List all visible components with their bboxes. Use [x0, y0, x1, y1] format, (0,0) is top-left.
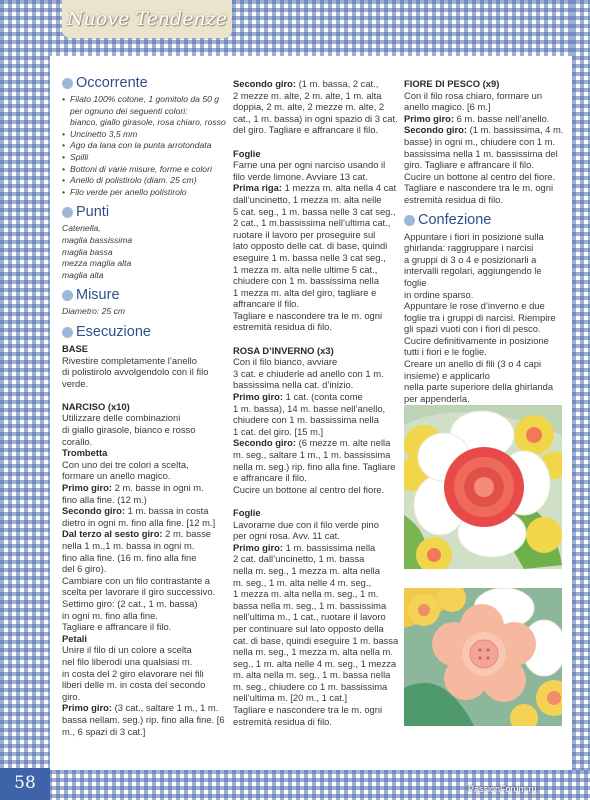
text-line: mezza maglia alta	[62, 258, 132, 269]
page-number: 58	[0, 768, 50, 800]
text-line: Cucire un bottone al centro del fiore.	[404, 170, 556, 182]
text-line: 3 cat. e chiuderle ad anello con 1 m.	[233, 367, 384, 379]
text-line: bassissima nella 1 m. bassissima del	[404, 147, 558, 159]
text-line: in costa del 2 giro elavorare nei fili	[62, 667, 204, 679]
text-line: fino alla fine. (12 m.)	[62, 493, 147, 505]
text-line	[62, 482, 230, 494]
text-line: Catenella,	[62, 223, 101, 234]
text-line: cat. di base, quindi eseguire 1 m. bassa	[233, 634, 399, 646]
column-2	[233, 78, 399, 727]
text-line	[62, 318, 230, 323]
text-line: nella m. seg., 1 mezza m. alta nella	[233, 564, 380, 576]
text-line: cat., 1 m. bassa) in ogni spazio di 3 cat.	[233, 112, 398, 124]
measure-text: Diametro: 25 cm	[62, 306, 126, 317]
text-line: scelta per lavorare il giro successivo.	[62, 586, 216, 598]
section-occorrente	[62, 75, 230, 92]
text-line: Esecuzione	[76, 323, 151, 340]
text-line	[404, 124, 564, 136]
text-line: a gruppi di 3 o 4 e posizionarli a	[404, 253, 537, 265]
peach-flower-illustration	[404, 588, 562, 726]
text-line: •	[62, 94, 66, 104]
text-line	[233, 333, 399, 345]
text-line: Farne una per ogni narciso usando il	[233, 159, 386, 171]
section-dot-icon	[62, 207, 73, 218]
text-line: 1 m. bassa), 14 m. basse nell’anello,	[233, 402, 386, 414]
text-line: Settimo giro: (2 cat., 1 m. bassa)	[62, 597, 198, 609]
text-line: nel filo liberodi una qualsiasi m.	[62, 655, 193, 667]
text-line: chiudere con 1 m. bassissima nella	[233, 275, 379, 287]
gingham-border-right	[572, 0, 590, 800]
text-line: m. seg., 1 m. alta nelle 4 m. seg.,	[233, 576, 372, 588]
text-line: Punti	[76, 204, 110, 221]
section-dot-icon	[62, 290, 73, 301]
section-punti	[62, 204, 230, 221]
text-line: formare un anello magico.	[62, 470, 171, 482]
text-line: 1 mezza m. alta del giro, tagliare e	[233, 286, 377, 298]
text-line: Utilizzare delle combinazioni	[62, 412, 181, 424]
watermark: PassionForum.ru	[468, 784, 537, 794]
text-line: Cucire definitivamente in posizione	[404, 334, 549, 346]
text-line: nella 1 m.,1 m. bassa in ogni m.	[62, 540, 195, 551]
text-line: per ognuno dei seguenti colori:	[70, 105, 188, 116]
text-heading: Primo giro:	[233, 391, 284, 403]
text-line: foglie tra i gruppi di narcisi. Riempire	[404, 311, 556, 323]
section-dot-icon	[404, 215, 415, 226]
text-line: gli spazi vuoti con i fiori di pesco.	[404, 323, 541, 335]
text-line: (1 m. bassissima, 4 m.	[467, 124, 564, 136]
gingham-border-left	[0, 0, 50, 800]
text-line: nell’ultima m., 1 cat., ruotare il lavoro	[233, 611, 386, 623]
text-line: Rivestire completamente l’anello	[62, 354, 197, 366]
photo-winter-rose	[404, 405, 562, 569]
text-line: 1 m. bassa in costa	[125, 505, 209, 517]
text-line: Appuntare le rose d’inverno e due	[404, 300, 545, 312]
text-line: fino alla fine. (16 m. fino alla fine	[62, 551, 197, 563]
text-line	[233, 437, 399, 449]
text-line	[62, 152, 230, 164]
text-line: verde.	[62, 377, 89, 389]
text-line: 1 m. bassissima nella	[283, 541, 376, 553]
text-heading: Secondo giro:	[233, 78, 297, 89]
text-line: 1 mezza m. alta nella 4 cat	[281, 182, 397, 194]
text-line: basse) in ogni m., chiudere con 1 m.	[404, 135, 556, 147]
subsection-pesco: FIORE DI PESCO (x9)	[404, 78, 500, 89]
section-confezione	[404, 212, 564, 229]
text-line: Anello di polistirolo (diam. 25 cm)	[70, 175, 197, 186]
text-line: Occorrente	[76, 75, 148, 91]
text-line: giro. Tagliare e affrancare il filo.	[404, 159, 534, 171]
header-title: Nuove Tendenze	[67, 8, 227, 30]
text-line: chiudere con 1 m. bassissima nella	[233, 414, 379, 426]
text-line: maglia alta	[62, 269, 104, 280]
text-line: 2 mezze m. alte, 2 m. alte, 1 m. alta	[233, 89, 382, 101]
text-line: anello magico. [6 m.]	[404, 101, 491, 113]
text-line	[404, 113, 564, 125]
text-line: Filo verde per anello polistirolo	[70, 186, 187, 197]
text-line: m. seg., chiudere co 1 m. bassissima	[233, 680, 388, 692]
text-line: Con uno dei tre colori a scelta,	[62, 458, 189, 470]
text-line	[233, 182, 399, 194]
text-line	[62, 140, 230, 152]
text-line: per continuare sul lato opposto della	[233, 622, 384, 634]
section-misure	[62, 287, 230, 304]
text-line: estremità residua di filo.	[233, 715, 333, 727]
text-line: per ogni rosa. Avv. 11 cat.	[233, 530, 340, 542]
section-dot-icon	[62, 327, 73, 338]
text-heading: NARCISO (x10)	[62, 400, 130, 412]
text-line: bassissima nella cat. d’inizio.	[233, 379, 354, 391]
text-line: m., 6 spazi di 3 cat.]	[62, 725, 146, 737]
text-line	[233, 78, 399, 90]
text-line: lato opposto delle cat. di base, quindi	[233, 240, 388, 252]
text-line: ruotare il lavoro per proseguire sul	[233, 228, 376, 240]
text-line: maglia bassissima	[62, 234, 133, 245]
text-line	[62, 505, 230, 517]
column-3	[404, 78, 564, 404]
text-line: di polistirolo avvolgendolo con il filo	[62, 366, 209, 378]
stitches-list	[62, 223, 230, 281]
text-line: ghirlanda: raggruppare i narcisi	[404, 242, 534, 254]
text-line: 5 cat. seg., 1 m. bassa nelle 3 cat seg.,	[233, 205, 396, 217]
text-line: •	[62, 151, 66, 162]
text-line: e affrancare il filo.	[233, 472, 307, 484]
text-line: seg., 1 m. alta nelle 4 m. seg., 1 mezza	[233, 657, 397, 669]
text-line: doppia, 2 m. alte, 2 mezze m. alte, 2	[233, 101, 385, 113]
text-line: 1 mezza m. alta nelle ultime 5 cat.,	[233, 263, 378, 275]
text-line: intervalli regolari, aggiungendo le foglie	[404, 265, 542, 288]
text-line: •	[62, 186, 66, 197]
section-esecuzione	[62, 324, 230, 341]
text-line	[62, 528, 230, 540]
text-line	[62, 164, 230, 176]
text-line	[62, 702, 230, 714]
text-heading: BASE	[62, 342, 89, 354]
text-heading: Dal terzo al sesto giro:	[62, 528, 163, 540]
text-line: Appuntare i fiori in posizione sulla	[404, 230, 544, 242]
subsection-foglie-rosa: Foglie	[233, 506, 261, 518]
text-line: Creare un anello di fili (3 o 4 capi	[404, 358, 542, 370]
text-line	[62, 198, 230, 203]
text-line: (3 cat., saltare 1 m., 1 m.	[112, 702, 219, 714]
text-heading: Secondo giro:	[404, 124, 468, 136]
text-line: nella parte superiore della ghirlanda	[404, 381, 554, 393]
text-heading: Primo giro:	[233, 541, 284, 553]
text-line	[62, 94, 230, 106]
text-line: filo verde limone. Avviare 13 cat.	[233, 170, 368, 182]
text-line	[62, 129, 230, 141]
text-heading: Petali	[62, 632, 88, 644]
text-line: nella m. seg.) rip. fino alla fine. Tagliare	[233, 460, 396, 472]
text-line: Con il filo rosa chiaro, formare un	[404, 89, 543, 101]
text-line	[233, 542, 399, 554]
text-line: Confezione	[418, 211, 492, 228]
text-line: corallo.	[62, 435, 93, 447]
text-line: eseguire 1 m. bassa nelle 3 cat seg.,	[233, 251, 386, 263]
text-line: m. alta nella m. seg., 1 m. bassa nella	[233, 669, 391, 681]
text-line: 2 cat. dall’uncinetto, 1 m. bassa	[233, 553, 365, 565]
subsection-rosa: ROSA D’INVERNO (x3)	[233, 344, 334, 356]
text-line: dall’uncinetto, 1 mezza m. alta nelle	[233, 193, 382, 205]
text-line: Uncinetto 3,5 mm	[70, 128, 138, 139]
text-line: 1 mezza m. alta nella m. seg., 1 m.	[233, 588, 379, 600]
text-line: 1 cat. (conta come	[283, 391, 363, 403]
text-line	[233, 136, 399, 148]
text-line: Unire il filo di un colore a scelta	[62, 644, 192, 656]
text-line	[62, 187, 230, 199]
text-line: estremità residua di filo.	[404, 193, 504, 205]
text-line: Misure	[76, 287, 120, 304]
text-heading: Trombetta	[62, 447, 108, 459]
text-heading: Primo giro:	[62, 482, 113, 494]
text-line: 1 cat. del giro. [15 m.]	[233, 425, 324, 437]
materials-list	[62, 94, 230, 198]
text-line: giro.	[62, 690, 81, 702]
text-line	[62, 175, 230, 187]
text-line: 2 m. basse	[162, 528, 212, 540]
text-line: •	[62, 163, 66, 174]
text-heading: Primo giro:	[62, 702, 113, 714]
text-line: bassa nellam. seg.) rip. fino alla fine. [6	[62, 713, 225, 725]
text-heading: Secondo giro:	[233, 437, 297, 449]
photo-peach-flowers	[404, 588, 562, 726]
text-line: Tagliare e nascondere tra le m. ogni	[233, 704, 383, 716]
text-line: 6 m. basse nell’anello.	[454, 112, 550, 124]
text-line: Filato 100% cotone, 1 gomitolo da 50 g	[70, 94, 220, 104]
text-line: nell’ultima m. [20 m., 1 cat.]	[233, 692, 348, 704]
text-line: bianco, giallo girasole, rosa chiaro, rosso	[70, 117, 226, 128]
text-line: (1 m. bassa, 2 cat.,	[296, 78, 379, 89]
text-line: Tagliare e nascondere tra le m. ogni	[404, 182, 554, 194]
header-tab	[62, 0, 232, 38]
text-line: Cucire un bottone al centro del fiore.	[233, 483, 385, 495]
text-line: •	[62, 175, 66, 186]
text-line: Ago da lana con la punta arrotondata	[70, 140, 212, 151]
text-line: insieme) e applicarlo	[404, 369, 490, 381]
text-line: estremità residua di filo.	[233, 321, 333, 333]
text-line: nella m. seg., 1 mezza m. alta nella m.	[233, 646, 393, 658]
text-line: bassa nella m. seg., 1 m. bassissima	[233, 599, 387, 611]
text-line: affrancare il filo.	[233, 298, 300, 310]
text-line: in ordine sparso.	[404, 288, 474, 300]
text-line: per appenderla.	[404, 392, 470, 404]
section-dot-icon	[62, 78, 73, 89]
text-line	[404, 206, 564, 211]
column-1	[62, 74, 230, 737]
text-line: del 6 giro).	[62, 563, 107, 575]
text-line: liberi delle m. in costa del secondo	[62, 679, 206, 691]
text-line: Con il filo bianco, avviare	[233, 356, 338, 368]
text-line: di giallo girasole, bianco e rosso	[62, 424, 196, 436]
text-line: Cambiare con un filo contrastante a	[62, 574, 210, 586]
text-line	[233, 495, 399, 507]
text-heading: Primo giro:	[404, 112, 455, 124]
text-line: 2 cat., 1 m.bassissima nell’ultima cat.,	[233, 217, 391, 229]
text-line: Spilli	[70, 151, 89, 162]
text-line: tutti i fiori e le foglie.	[404, 346, 487, 358]
instructions-base	[62, 343, 230, 737]
winter-rose-illustration	[404, 405, 562, 569]
text-line: •	[62, 128, 66, 139]
text-line: (6 mezze m. alte nella	[296, 437, 391, 449]
text-heading: Prima riga:	[233, 182, 282, 194]
text-line: in ogni m. fino alla fine.	[62, 609, 158, 621]
text-line: Tagliare e nascondere tra le m. ogni	[233, 309, 383, 321]
text-line: m. seg., saltare 1 m., 1 m. bassissima	[233, 449, 391, 460]
text-line: dietro in ogni m. fino alla fine. [12 m.]	[62, 516, 216, 528]
text-line: •	[62, 140, 66, 151]
text-line: del giro. Tagliare e affrancare il filo.	[233, 124, 379, 136]
text-line	[233, 391, 399, 403]
text-line	[62, 389, 230, 401]
subsection-foglie-narciso: Foglie	[233, 147, 261, 159]
text-line: Tagliare e affrancare il filo.	[62, 621, 172, 633]
text-line: maglia bassa	[62, 246, 113, 257]
text-line: Lavorarne due con il filo verde pino	[233, 518, 379, 530]
text-line: 2 m. basse in ogni m.	[112, 482, 204, 494]
text-heading: Secondo giro:	[62, 505, 126, 517]
text-line: Bottoni di varie misure, forme e colori	[70, 163, 212, 174]
text-line	[62, 281, 230, 286]
